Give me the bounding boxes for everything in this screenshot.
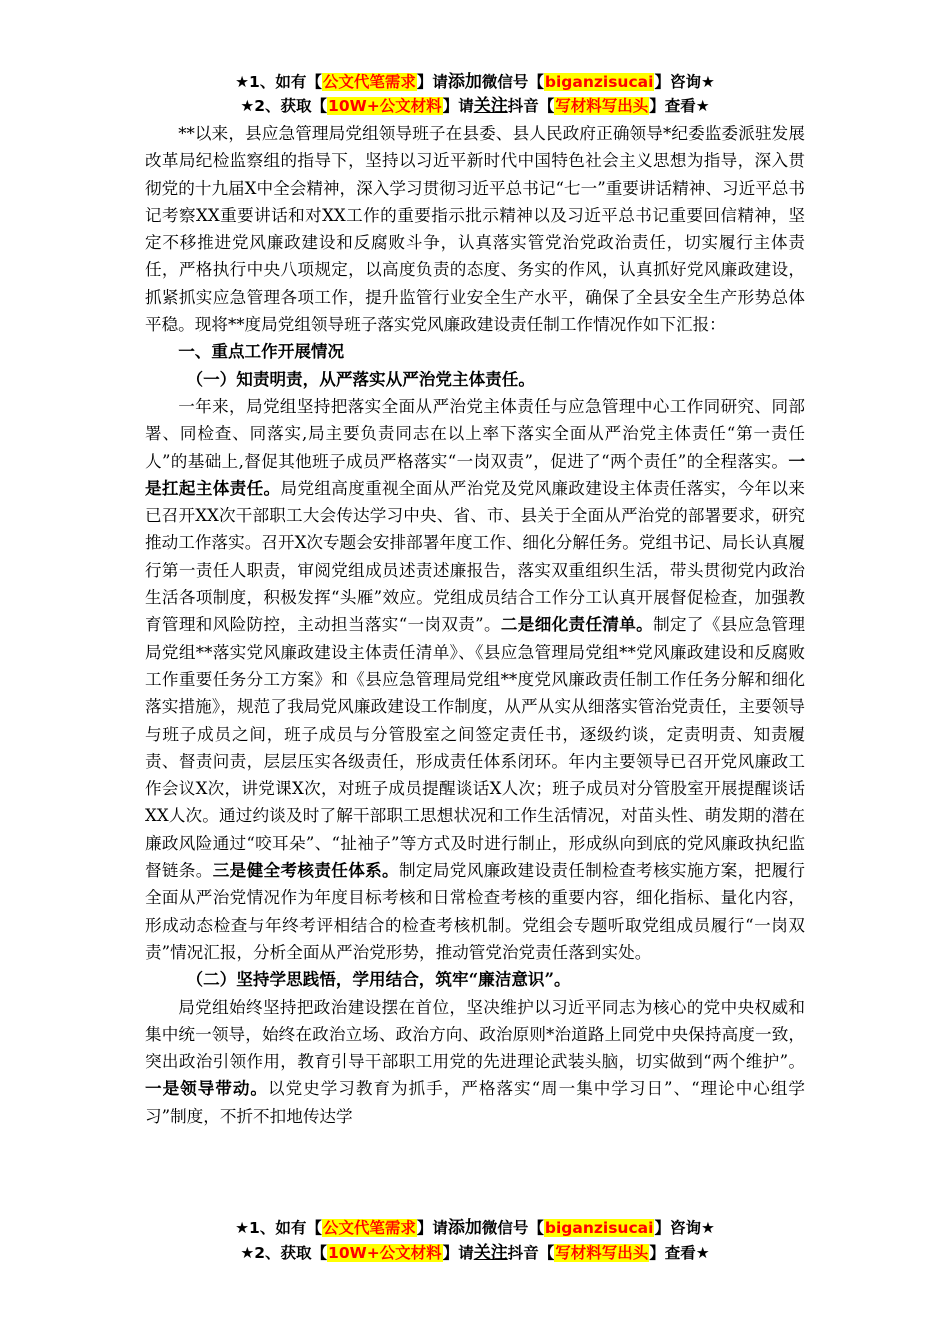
banner-text: 抖音【 (507, 1244, 555, 1262)
paragraph-text: 制定了《县应急管理局党组**落实党风廉政建设主体责任清单》、《县应急管理局党组**党风廉政建设和反腐败工作重要任务分工方案》和《县应急管理局党组**度党风廉政责任制工作任务分解和细化落实措施》，规范了我局党风廉政建设工作制度，从严从实从细落实管治党责任，主要领导与班子成员之间，班子成员与分管股室之间签定责任书，逐级约谈，定责明责、知责履责、督责问责，层层压实各级责任，形成责任体系闭环。年内主要领导已召开党风廉政工作会议X次，讲党课X次，对班子成员提醒谈话X人次；班子成员对分管股室开展提醒谈话XX人次。通过约谈及时了解干部职工思想状况和工作生活情况，对苗头性、萌发期的潜在廉政风险通过“咬耳朵”、“扯袖子”等方式及时进行制止，形成纵向到底的党风廉政执纪监督链条。 (145, 615, 806, 881)
banner-text: 】查看★ (649, 97, 710, 115)
paragraph-text: 局党组高度重视全面从严治党及党风廉政建设主体责任落实，今年以来已召开XX次干部职工大会传达学习中央、省、市、县关于全面从严治党的部署要求，研究推动工作落实。召开X次专题会安排部署年度工作、细化分解任务。党组书记、局长认真履行第一责任人职责，审阅党组成员述责述廉报告，落实双重组织生活，带头贯彻党内政治生活各项制度，积极发挥“头雁”效应。党组成员结合工作分工认真开展督促检查，加强教育管理和风险防控，主动担当落实“一岗双责”。 (145, 478, 806, 635)
banner-text: 抖音【 (507, 97, 555, 115)
banner-text: 】请 (442, 1244, 474, 1262)
intro-paragraph: **以来，县应急管理局党组领导班子在县委、县人民政府正确领导*纪委监委派驻发展改革局纪检监察组的指导下，坚持以习近平新时代中国特色社会主义思想为指导，深入贯彻党的十九届X中全会精神，深入学习贯彻习近平总书记“七一”重要讲话精神、习近平总书记考察XX重要讲话和对XX工作的重要指示批示精神以及习近平总书记重要回信精神，坚定不移推进党风廉政建设和反腐败斗争，认真落实管党治党政治责任，切实履行主体责任，严格执行中央八项规定，以高度负责的态度、务实的作风，认真抓好党风廉政建设，抓紧抓实应急管理各项工作，提升监管行业安全生产水平，确保了全县安全生产形势总体平稳。现将**度局党组领导班子落实党风廉政建设责任制工作情况作如下汇报： (145, 124, 805, 335)
banner-text: 】咨询★ (654, 1219, 715, 1237)
banner-text: ★1、如有【 (235, 1219, 322, 1237)
banner-text: 】查看★ (649, 1244, 710, 1262)
body-paragraph (145, 994, 805, 1130)
bold-lead: 二是细化责任清单。 (500, 614, 654, 635)
banner-text: 】请 (442, 97, 474, 115)
paragraph-text: 制定局党风廉政建设责任制检查考核实施方案，把履行全面从严治党情况作为年度目标考核和日常检查考核的重要内容，细化指标、量化内容，形成动态检查与年终考评相结合的检查考核机制。党组会专题听取党组成员履行“一岗双责”情况汇报，分析全面从严治党形势，推动管党治党责任落到实处。 (145, 861, 806, 962)
banner-emphasis: 添加 (447, 1218, 482, 1238)
promo-banner-top-line1 (0, 70, 950, 94)
highlight-tag: 10W+公文材料 (328, 1244, 442, 1262)
section-heading: 一、重点工作开展情况 (178, 341, 345, 362)
subsection-heading: （二）坚持学思践悟，学用结合，筑牢“廉洁意识”。 (186, 969, 571, 990)
bold-lead: 一是领导带动。 (145, 1078, 269, 1099)
paragraph-text: 局党组始终坚持把政治建设摆在首位，坚决维护以习近平同志为核心的党中央权威和集中统一领导，始终在政治立场、政治方向、政治原则*治道路上同党中央保持高度一致，突出政治引领作用，教育引导干部职工用党的先进理论武装头脑，切实做到“两个维护”。 (145, 997, 805, 1072)
highlight-tag: 公文代笔需求 (322, 1219, 416, 1237)
banner-emphasis: 关注 (473, 96, 508, 116)
douyin-id-highlight: 写材料写出头 (555, 97, 649, 115)
banner-text: ★1、如有【 (235, 73, 322, 91)
banner-emphasis: 关注 (473, 1243, 508, 1263)
banner-text: 微信号【 (481, 1219, 544, 1237)
paragraph-text: 以党史学习教育为抓手，严格落实“周一集中学习日”、“理论中心组学习”制度，不折不扣地传达学 (145, 1079, 806, 1126)
banner-text: 】咨询★ (654, 73, 715, 91)
banner-text: 】请 (416, 73, 448, 91)
subsection-heading: （一）知责明责，从严落实从严治党主体责任。 (186, 368, 535, 389)
promo-banner-bottom-line1 (0, 1216, 950, 1240)
highlight-tag: 10W+公文材料 (328, 97, 442, 115)
wechat-id-highlight: biganzisucai (544, 73, 654, 91)
banner-text: ★2、获取【 (240, 97, 328, 115)
wechat-id-highlight: biganzisucai (544, 1219, 654, 1237)
paragraph-text: 一年来，局党组坚持把落实全面从严治党主体责任与应急管理中心工作同研究、同部署、同检查、同落实,局主要负责同志在以上率下落实全面从严治党主体责任“第一责任人”的基础上,督促其他班子成员严格落实“一岗双责”，促进了“两个责任”的全程落实。 (145, 396, 805, 471)
highlight-tag: 公文代笔需求 (322, 73, 416, 91)
banner-text: 】请 (416, 1219, 448, 1237)
douyin-id-highlight: 写材料写出头 (555, 1244, 649, 1262)
body-paragraph (145, 393, 805, 966)
banner-emphasis: 添加 (447, 72, 482, 92)
banner-text: ★2、获取【 (240, 1244, 328, 1262)
banner-text: 微信号【 (481, 73, 544, 91)
promo-banner-bottom-line2 (0, 1241, 950, 1265)
promo-banner-top-line2 (0, 94, 950, 118)
document-body (145, 120, 805, 1130)
bold-lead: 三是健全考核责任体系。 (212, 860, 399, 881)
bold-lead: 一是扛起主体责任。 (145, 450, 805, 498)
